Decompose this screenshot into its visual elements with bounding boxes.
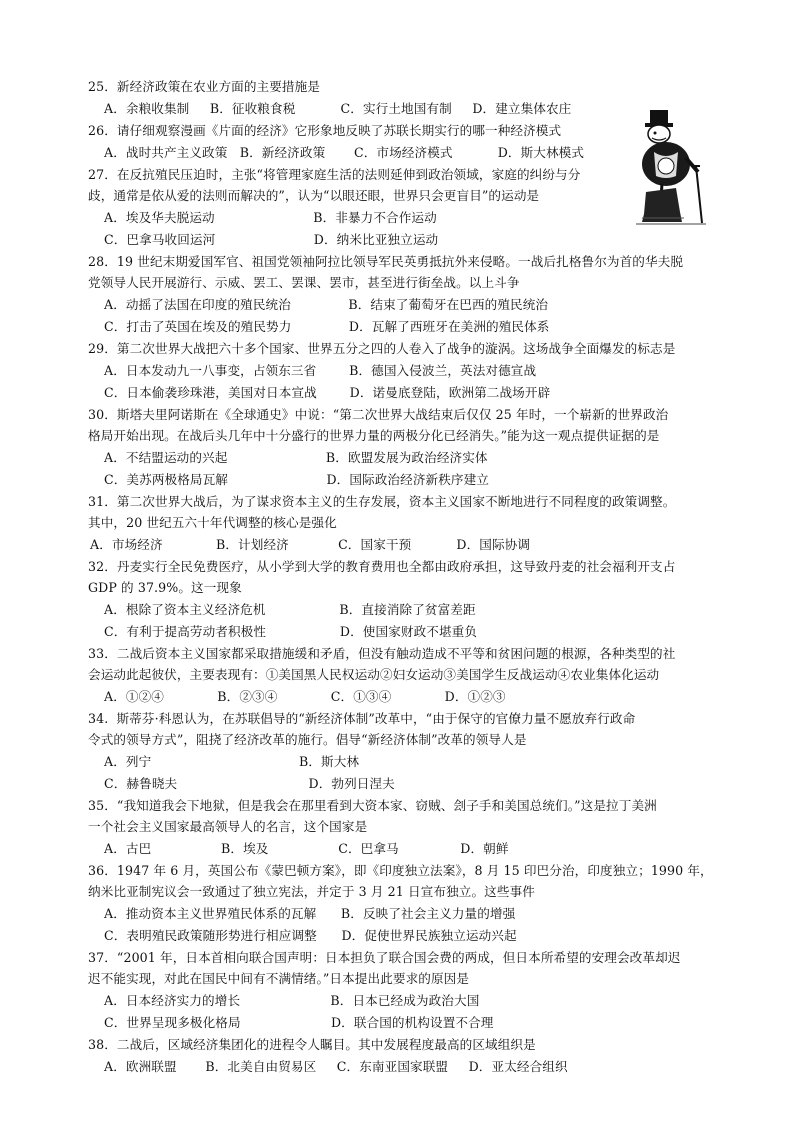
question-32-options-row-1: A．根除了资本主义经济危机 B．直接消除了贫富差距 <box>104 602 476 617</box>
cartoon-one-sided-economy-image <box>632 108 708 226</box>
question-32-stem-line-2: GDP 的 37.9%。这一现象 <box>88 580 242 595</box>
question-29-options-row-2: C．日本偷袭珍珠港，美国对日本宣战 D．诺曼底登陆，欧洲第二战场开辟 <box>104 385 551 400</box>
question-36-stem-line-1: 36．1947 年 6 月，英国公布《蒙巴顿方案》，即《印度独立法案》，8 月 15 印巴分治，印度独立；1990 年， <box>88 863 713 878</box>
question-32-stem-line-1: 32．丹麦实行全民免费医疗，从小学到大学的教育费用也全都由政府承担，这导致丹麦的社会福利开支占 <box>88 559 676 574</box>
question-35-stem-line-2: 一个社会主义国家最高领导人的名言，这个国家是 <box>88 819 368 834</box>
question-30-options-row-2: C．美苏两极格局瓦解 D．国际政治经济新秩序建立 <box>104 472 489 487</box>
question-34-options-row-1: A．列宁 B．斯大林 <box>104 754 360 769</box>
question-38-stem: 38．二战后，区域经济集团化的进程令人瞩目。其中发展程度最高的区域组织是 <box>88 1037 536 1052</box>
question-35-stem-line-1: 35．“我知道我会下地狱，但是我会在那里看到大资本家、窃贼、刽子手和美国总统们。”这是拉丁美洲 <box>88 798 657 813</box>
question-30-stem-line-1: 30．斯塔夫里阿诺斯在《全球通史》中说：“第二次世界大战结束后仅仅 25 年时，一个崭新的世界政治 <box>88 407 669 422</box>
question-27-stem-line-1: 27．在反抗殖民压迫时，主张“将管理家庭生活的法则延伸到政治领域，家庭的纠纷与分 <box>88 167 581 182</box>
question-36-stem-line-2: 纳米比亚制宪议会一致通过了独立宪法，并定于 3 月 21 日宣布独立。这些事件 <box>88 884 535 899</box>
question-34-stem-line-2: 令式的领导方式”，阻挠了经济改革的施行。倡导“新经济体制”改革的领导人是 <box>88 732 527 747</box>
question-28-stem-line-2: 党领导人民开展游行、示威、罢工、罢课、罢市，甚至进行街垒战。以上斗争 <box>88 275 520 290</box>
question-29-stem: 29．第二次世界大战把六十多个国家、世界五分之四的人卷入了战争的漩涡。这场战争全面爆发的标志是 <box>88 341 676 356</box>
question-38-options: A．欧洲联盟 B．北美自由贸易区 C．东南亚国家联盟 D．亚太经合组织 <box>104 1059 568 1074</box>
question-37-stem-line-1: 37．“2001 年，日本首相向联合国声明：日本担负了联合国会费的两成，但日本所希望的安理会改革却迟 <box>88 950 681 965</box>
question-26-options: A．战时共产主义政策 B．新经济政策 C．市场经济模式 D．斯大林模式 <box>104 145 585 160</box>
question-34-stem-line-1: 34. 斯蒂芬·科恩认为，在苏联倡导的“新经济体制”改革中，“由于保守的官僚力量不愿放弃行政命 <box>88 711 636 726</box>
question-32-options-row-2: C．有利于提高劳动者积极性 D．使国家财政不堪重负 <box>104 624 478 639</box>
question-25-options: A．余粮收集制 B．征收粮食税 C．实行土地国有制 D．建立集体农庄 <box>104 101 572 116</box>
question-33-stem-line-2: 会运动此起彼伏，主要表现有：①美国黑人民权运动②妇女运动③美国学生反战运动④农业集体化运动 <box>88 667 660 682</box>
question-28-options-row-1: A．动摇了法国在印度的殖民统治 B．结束了葡萄牙在巴西的殖民统治 <box>104 297 549 312</box>
question-27-options-row-1: A．埃及华夫脱运动 B．非暴力不合作运动 <box>104 210 437 225</box>
question-36-options-row-1: A．推动资本主义世界殖民体系的瓦解 B．反映了社会主义力量的增强 <box>104 906 516 921</box>
question-37-options-row-1: A．日本经济实力的增长 B．日本已经成为政治大国 <box>104 993 480 1008</box>
question-31-stem-line-2: 其中，20 世纪五六十年代调整的核心是强化 <box>88 515 337 530</box>
question-33-options: A．①②④ B．②③④ C．①③④ D．①②③ <box>104 689 506 704</box>
question-36-options-row-2: C．表明殖民政策随形势进行相应调整 D．促使世界民族独立运动兴起 <box>104 928 517 943</box>
question-37-stem-line-2: 迟不能实现，对此在国民中间有不满情绪。”日本提出此要求的原因是 <box>88 971 470 986</box>
question-29-options-row-1: A．日本发动九一八事变，占领东三省 B．德国入侵波兰，英法对德宣战 <box>104 363 537 378</box>
question-28-stem-line-1: 28．19 世纪末期爱国军官、祖国党领袖阿拉比领导军民英勇抵抗外来侵略。一战后扎格鲁尔为首的华夫脱 <box>88 254 684 269</box>
question-27-stem-line-2: 歧，通常是依从爱的法则而解决的”，认为“以眼还眼，世界只会更盲目”的运动是 <box>88 188 540 203</box>
question-30-options-row-1: A．不结盟运动的兴起 B．欧盟发展为政治经济实体 <box>104 450 488 465</box>
question-33-stem-line-1: 33．二战后资本主义国家都采取措施缓和矛盾，但没有触动造成不平等和贫困问题的根源，各种类型的社 <box>88 646 676 661</box>
question-30-stem-line-2: 格局开始出现。在战后头几年中十分盛行的世界力量的两极分化已经消失。”能为这一观点提供证据的是 <box>88 428 660 443</box>
question-27-options-row-2: C．巴拿马收回运河 D．纳米比亚独立运动 <box>104 232 439 247</box>
question-31-stem-line-1: 31．第二次世界大战后，为了谋求资本主义的生存发展，资本主义国家不断地进行不同程度的政策调整。 <box>88 494 676 509</box>
question-35-options: A．古巴 B．埃及 C．巴拿马 D．朝鲜 <box>104 841 509 856</box>
question-28-options-row-2: C．打击了英国在埃及的殖民势力 D．瓦解了西班牙在美洲的殖民体系 <box>104 319 550 334</box>
question-31-options: A．市场经济 B．计划经济 C．国家干预 D．国际协调 <box>90 537 531 552</box>
question-26-stem: 26．请仔细观察漫画《片面的经济》它形象地反映了苏联长期实行的哪一种经济模式 <box>88 123 562 138</box>
question-37-options-row-2: C．世界呈现多极化格局 D．联合国的机构设置不合理 <box>104 1015 494 1030</box>
question-25-stem: 25．新经济政策在农业方面的主要措施是 <box>88 79 321 94</box>
question-34-options-row-2: C．赫鲁晓夫 D．勃列日涅夫 <box>104 776 395 791</box>
